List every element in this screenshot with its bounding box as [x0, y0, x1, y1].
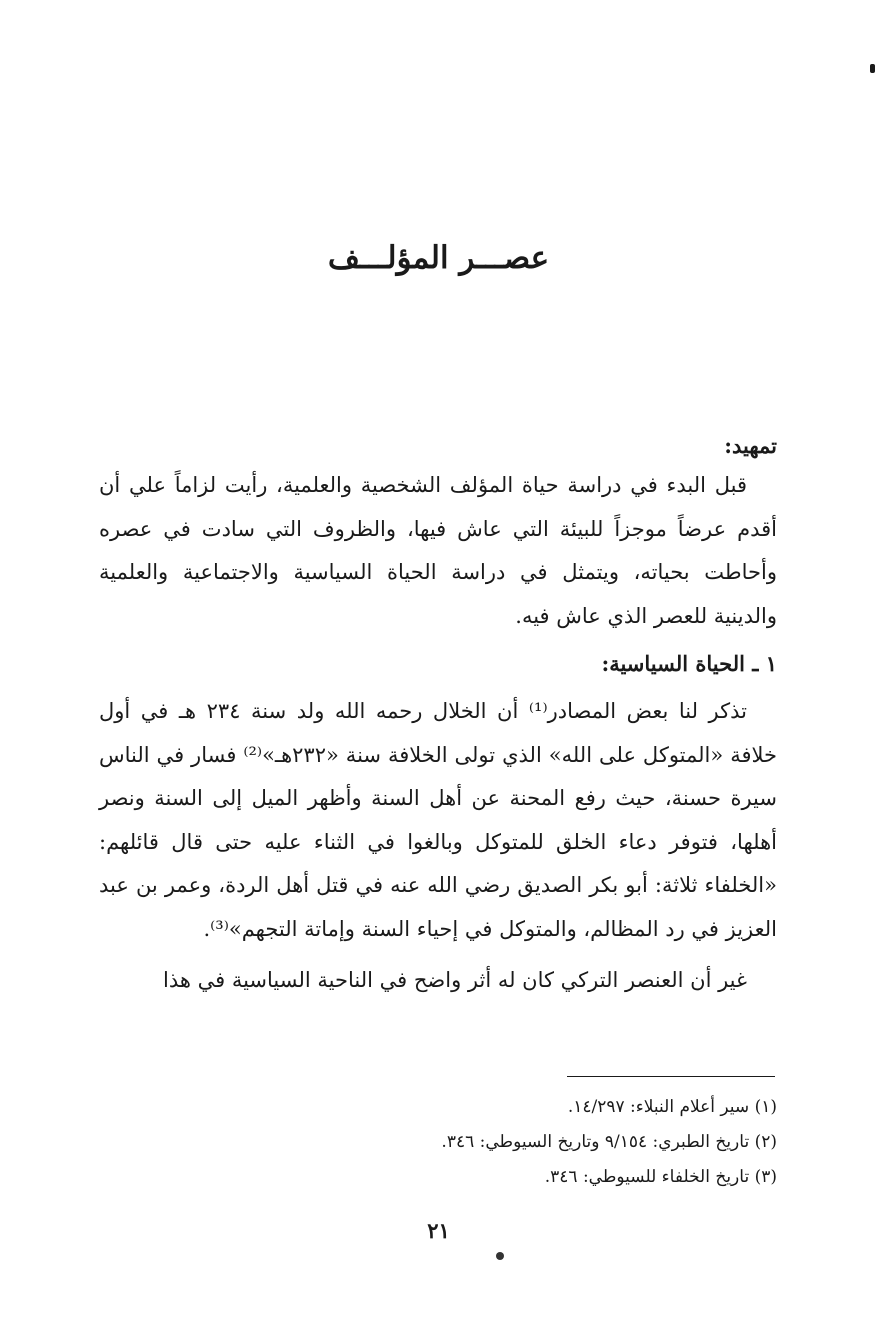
ink-mark-bottom — [496, 1252, 504, 1260]
section-paragraph: تذكر لنا بعض المصادر⁽¹⁾ أن الخلال رحمه الله ولد سنة ٢٣٤ هـ في أول خلافة «المتوكل على الله» الذي تولى الخلافة سنة «٢٣٢هـ»⁽²⁾ فسار في الناس سيرة حسنة، حيث رفع المحنة عن أهل السنة وأظهر الميل إلى السنة ونصر أهلها، فتوفر دعاء الخلق للمتوكل وبالغوا في الثناء عليه حتى قال قائلهم: «الخلفاء ثلاثة: أبو بكر الصديق رضي الله عنه في قتل أهل الردة، وعمر بن عبد العزيز في رد المظالم، والمتوكل في إحياء السنة وإماتة التجهم»⁽³⁾. — [99, 699, 778, 941]
footnotes — [99, 1090, 777, 1195]
main-text — [99, 428, 777, 1003]
page-number: ٢١ — [427, 1218, 450, 1243]
ink-mark — [870, 64, 875, 73]
footnote-1: (١) سير أعلام النبلاء: ١٤/٢٩٧. — [567, 1097, 777, 1117]
section-paragraph-continued: غير أن العنصر التركي كان له أثر واضح في الناحية السياسية في هذا — [163, 968, 747, 992]
footnote-divider — [567, 1076, 775, 1077]
footnote-3: (٣) تاريخ الخلفاء للسيوطي: ٣٤٦. — [544, 1167, 777, 1187]
section-heading-political-life: ١ ـ الحياة السياسية: — [601, 651, 777, 676]
intro-paragraph: قبل البدء في دراسة حياة المؤلف الشخصية والعلمية، رأيت لزاماً علي أن أقدم عرضاً موجزاً للبيئة التي عاش فيها، والظروف التي سادت في عصره وأحاطت بحياته، ويتمثل في دراسة الحياة السياسية والاجتماعية والعلمية والدينية للعصر الذي عاش فيه. — [99, 473, 777, 628]
intro-heading: تمهيد: — [724, 433, 777, 458]
footnote-2: (٢) تاريخ الطبري: ٩/١٥٤ وتاريخ السيوطي: ٣٤٦. — [441, 1132, 777, 1152]
chapter-title: عصـــر المؤلـــف — [327, 240, 550, 276]
